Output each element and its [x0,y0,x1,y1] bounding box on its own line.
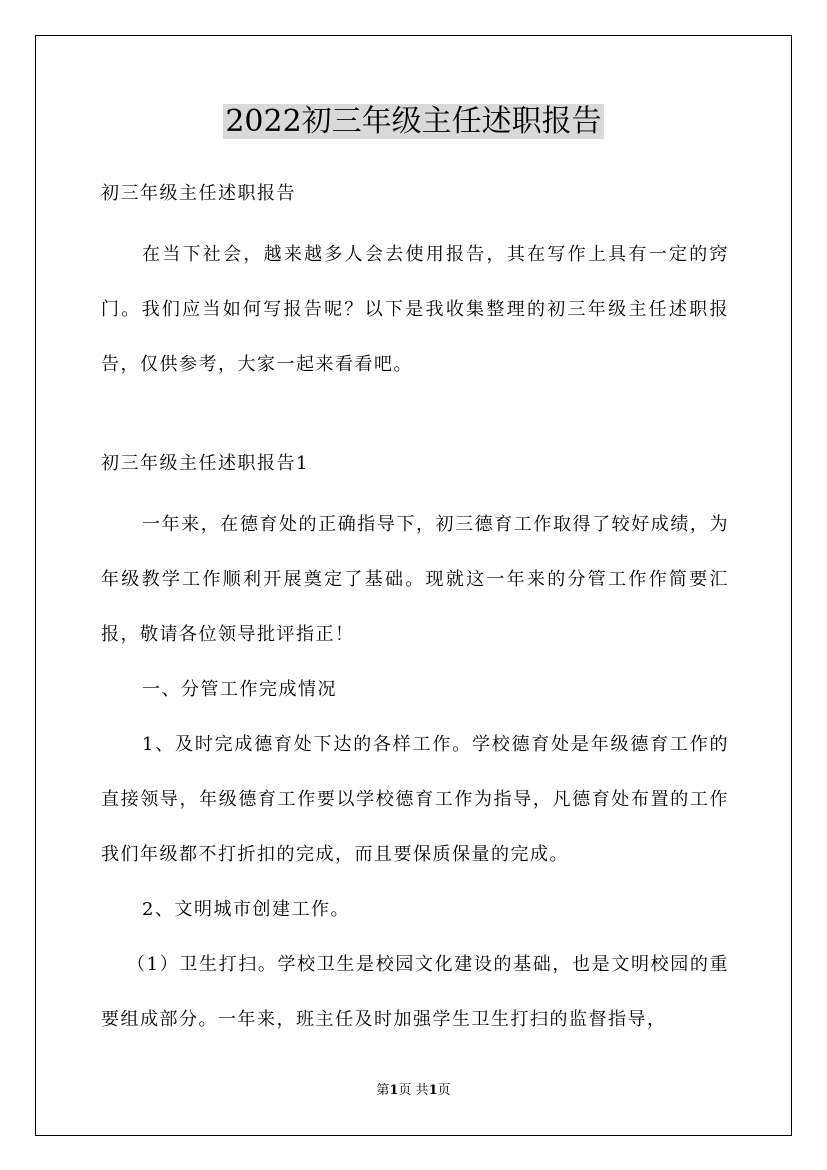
body-paragraph: 1、及时完成德育处下达的各样工作。学校德育处是年级德育工作的直接领导，年级德育工作要以学校德育工作为指导，凡德育处布置的工作我们年级都不打折扣的完成，而且要保质保量的完成。 [101,734,729,865]
body-paragraphs [101,497,729,1047]
page-total-number: 1 [428,1083,438,1098]
intro-block [101,227,729,392]
page-footer [0,1081,827,1101]
body-paragraph: （1）卫生打扫。学校卫生是校园文化建设的基础，也是文明校园的重要组成部分。一年来，班主任及时加强学生卫生打扫的监督指导， [101,954,729,1030]
document-title-block [0,100,827,144]
document-title: 2022初三年级主任述职报告 [225,104,602,139]
section-heading: 初三年级主任述职报告1 [101,453,309,474]
intro-paragraph: 在当下社会，越来越多人会去使用报告，其在写作上具有一定的窍门。我们应当如何写报告呢？以下是我收集整理的初三年级主任述职报告，仅供参考，大家一起来看看吧。 [101,244,729,375]
body-paragraph: 一、分管工作完成情况 [142,679,337,700]
body-paragraph: 2、文明城市创建工作。 [142,899,350,920]
page-label-prefix: 第 [376,1083,390,1098]
document-subtitle: 初三年级主任述职报告 [101,183,296,204]
page-label-mid: 页 共 [398,1083,429,1098]
body-paragraph: 一年来，在德育处的正确指导下，初三德育工作取得了较好成绩，为年级教学工作顺利开展奠定了基础。现就这一年来的分管工作作简要汇报，敬请各位领导批评指正！ [101,514,729,645]
document-subtitle-block [101,175,729,213]
section-heading-block [101,445,729,483]
page-label-suffix: 页 [437,1083,451,1098]
page-current-number: 1 [389,1083,399,1098]
